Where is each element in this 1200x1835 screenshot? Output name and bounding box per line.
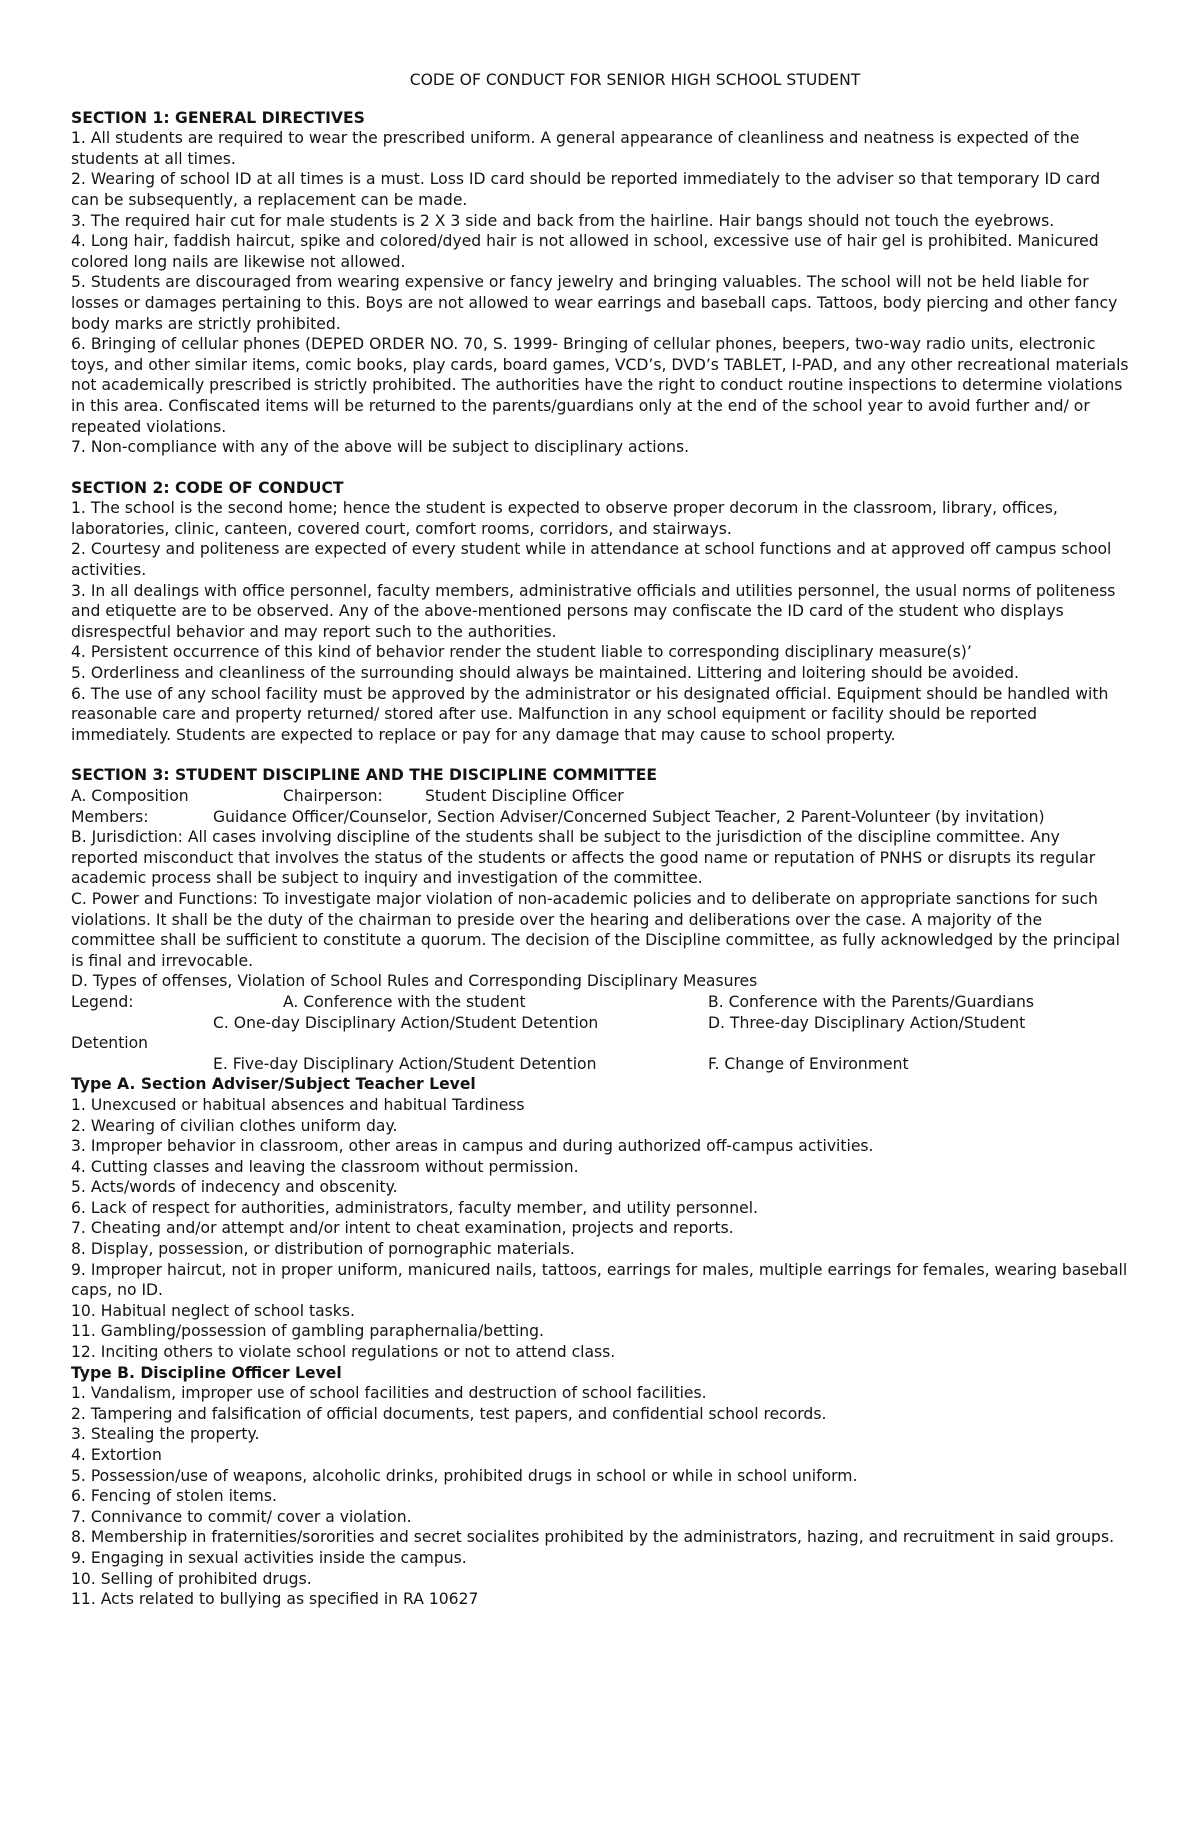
members-value: Guidance Officer/Counselor, Section Adviser/Concerned Subject Teacher, 2 Parent-Volunteer (by invitation) <box>213 807 1045 826</box>
section-1-heading: SECTION 1: GENERAL DIRECTIVES <box>71 108 365 127</box>
legend-e: E. Five-day Disciplinary Action/Student Detention <box>213 1054 597 1073</box>
list-item: 4. Cutting classes and leaving the classroom without permission. <box>71 1157 579 1176</box>
document-title: CODE OF CONDUCT FOR SENIOR HIGH SCHOOL STUDENT <box>409 71 861 89</box>
document-page <box>71 70 1131 1610</box>
members-label: Members: <box>71 807 149 826</box>
list-item: 6. Fencing of stolen items. <box>71 1487 277 1506</box>
chairperson-label: Chairperson: <box>283 787 383 805</box>
legend-row-1 <box>71 992 1131 1013</box>
list-item: 10. Selling of prohibited drugs. <box>71 1569 312 1588</box>
list-item: 11. Acts related to bullying as specified in RA 10627 <box>71 1590 479 1609</box>
list-item: 1. Vandalism, improper use of school facilities and destruction of school facilities. <box>71 1384 707 1403</box>
list-item: 1. The school is the second home; hence the student is expected to observe proper decorum in the classroom, library, offices, laboratories, clinic, canteen, covered court, comfort rooms, corridors, and stairways. <box>71 499 1058 538</box>
list-item: 6. Bringing of cellular phones (DEPED ORDER NO. 70, S. 1999- Bringing of cellular phones, beepers, two-way radio units, electronic toys, and other similar items, comic books, play cards, board games, VCD’s, DVD’s TABLET, I-PAD, and any other recreational materials not academically prescribed is strictly prohibited. The authorities have the right to conduct routine inspections to determine violations in this area. Confiscated items will be returned to the parents/guardians only at the end of the school year to avoid further and/ or repeated violations. <box>71 335 1129 436</box>
list-item: 5. Possession/use of weapons, alcoholic drinks, prohibited drugs in school or while in school uniform. <box>71 1466 858 1485</box>
power-functions-paragraph: C. Power and Functions: To investigate major violation of non-academic policies and to deliberate on appropriate sanctions for such violations. It shall be the duty of the chairman to preside over the hearing and deliberations over the case. A majority of the committee shall be sufficient to constitute a quorum. The decision of the Discipline committee, as fully acknowledged by the principal is final and irrevocable. <box>71 889 1120 970</box>
spacer <box>71 458 1131 478</box>
list-item: 10. Habitual neglect of school tasks. <box>71 1301 355 1320</box>
members-row <box>71 807 1131 828</box>
list-item: 5. Students are discouraged from wearing expensive or fancy jewelry and bringing valuables. The school will not be held liable for losses or damages pertaining to this. Boys are not allowed to wear earrings and baseball caps. Tattoos, body piercing and other fancy body marks are strictly prohibited. <box>71 273 1118 333</box>
list-item: 4. Extortion <box>71 1446 162 1464</box>
list-item: 12. Inciting others to violate school regulations or not to attend class. <box>71 1343 616 1362</box>
list-item: 8. Display, possession, or distribution of pornographic materials. <box>71 1240 575 1259</box>
list-item: 3. The required hair cut for male students is 2 X 3 side and back from the hairline. Hair bangs should not touch the eyebrows. <box>71 211 1055 230</box>
list-item: 11. Gambling/possession of gambling paraphernalia/betting. <box>71 1322 544 1341</box>
section-2-heading: SECTION 2: CODE OF CONDUCT <box>71 478 344 497</box>
jurisdiction-paragraph: B. Jurisdiction: All cases involving discipline of the students shall be subject to the jurisdiction of the discipline committee. Any reported misconduct that involves the status of the students or affects the good name or reputation of PNHS or disrupts its regular academic process shall be subject to inquiry and investigation of the committee. <box>71 828 1096 888</box>
section-3-heading: SECTION 3: STUDENT DISCIPLINE AND THE DISCIPLINE COMMITTEE <box>71 766 658 785</box>
list-item: 2. Tampering and falsification of official documents, test papers, and confidential school records. <box>71 1404 827 1423</box>
list-item: 6. Lack of respect for authorities, administrators, faculty member, and utility personnel. <box>71 1198 758 1217</box>
legend-row-2 <box>71 1013 1131 1034</box>
list-item: 6. The use of any school facility must be approved by the administrator or his designated official. Equipment should be handled with reasonable care and property returned/ stored after use. Malfunction in any school equipment or facility should be reported immediately. Students are expected to replace or pay for any damage that may cause to school property. <box>71 684 1109 744</box>
legend-f: F. Change of Environment <box>708 1054 909 1073</box>
list-item: 4. Long hair, faddish haircut, spike and colored/dyed hair is not allowed in school, excessive use of hair gel is prohibited. Manicured colored long nails are likewise not allowed. <box>71 232 1099 271</box>
chairperson-value: Student Discipline Officer <box>425 787 624 805</box>
legend-b: B. Conference with the Parents/Guardians <box>708 992 1035 1011</box>
list-item: 2. Wearing of school ID at all times is a must. Loss ID card should be reported immediately to the adviser so that temporary ID card can be subsequently, a replacement can be made. <box>71 170 1101 209</box>
legend-row-3 <box>71 1054 1131 1075</box>
list-item: 2. Wearing of civilian clothes uniform day. <box>71 1116 398 1135</box>
list-item: 2. Courtesy and politeness are expected of every student while in attendance at school functions and at approved off campus school activities. <box>71 540 1112 580</box>
legend-d-continued: Detention <box>71 1034 149 1053</box>
legend-c: C. One-day Disciplinary Action/Student Detention <box>213 1013 599 1032</box>
type-b-heading: Type B. Discipline Officer Level <box>71 1363 342 1382</box>
list-item: 3. Stealing the property. <box>71 1425 260 1444</box>
list-item: 7. Connivance to commit/ cover a violation. <box>71 1507 412 1526</box>
offense-types-intro: D. Types of offenses, Violation of School Rules and Corresponding Disciplinary Measures <box>71 972 758 991</box>
list-item: 3. In all dealings with office personnel, faculty members, administrative officials and utilities personnel, the usual norms of politeness and etiquette are to be observed. Any of the above-mentioned persons may confiscate the ID card of the student who displays disrespectful behavior and may report such to the authorities. <box>71 581 1116 641</box>
list-item: 4. Persistent occurrence of this kind of behavior render the student liable to corresponding disciplinary measure(s)’ <box>71 643 972 662</box>
type-a-heading: Type A. Section Adviser/Subject Teacher Level <box>71 1075 476 1094</box>
composition-row <box>71 786 1131 807</box>
list-item: 1. All students are required to wear the prescribed uniform. A general appearance of cleanliness and neatness is expected of the students at all times. <box>71 129 1080 168</box>
list-item: 8. Membership in fraternities/sororities and secret socialites prohibited by the administrators, hazing, and recruitment in said groups. <box>71 1528 1115 1547</box>
list-item: 5. Orderliness and cleanliness of the surrounding should always be maintained. Littering and loitering should be avoided. <box>71 664 1020 683</box>
legend-a: A. Conference with the student <box>283 992 526 1011</box>
composition-label: A. Composition <box>71 787 189 805</box>
list-item: 1. Unexcused or habitual absences and habitual Tardiness <box>71 1095 525 1114</box>
legend-d: D. Three-day Disciplinary Action/Student <box>708 1013 1026 1032</box>
list-item: 7. Non-compliance with any of the above will be subject to disciplinary actions. <box>71 438 690 457</box>
list-item: 5. Acts/words of indecency and obscenity. <box>71 1178 398 1197</box>
list-item: 3. Improper behavior in classroom, other areas in campus and during authorized off-campus activities. <box>71 1137 874 1156</box>
list-item: 9. Engaging in sexual activities inside the campus. <box>71 1548 467 1567</box>
legend-label: Legend: <box>71 992 134 1011</box>
spacer <box>71 745 1131 765</box>
list-item: 9. Improper haircut, not in proper uniform, manicured nails, tattoos, earrings for males, multiple earrings for females, wearing baseball caps, no ID. <box>71 1260 1128 1300</box>
list-item: 7. Cheating and/or attempt and/or intent to cheat examination, projects and reports. <box>71 1219 734 1238</box>
